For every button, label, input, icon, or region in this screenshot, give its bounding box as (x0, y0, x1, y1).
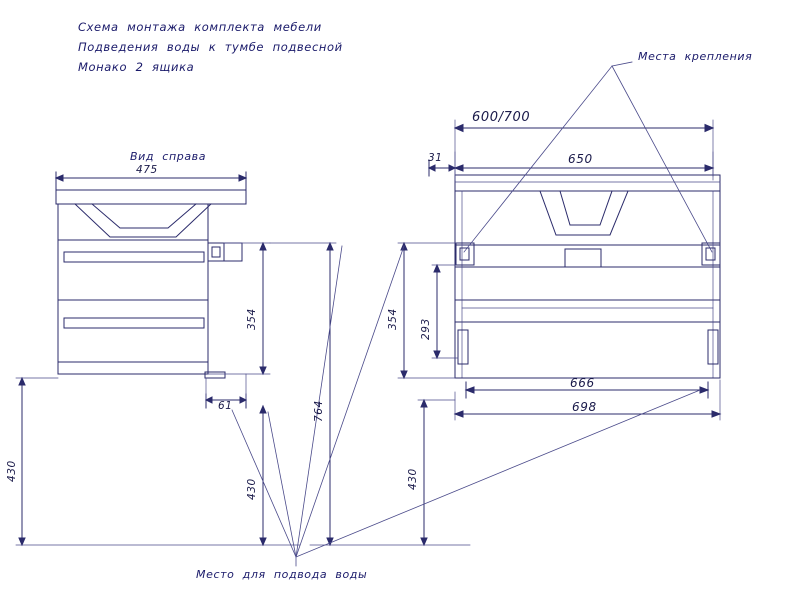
dim-left-430-inner: 430 (246, 478, 258, 500)
dim-right-698: 698 (572, 400, 597, 414)
dim-right-600-700: 600/700 (472, 110, 531, 125)
dim-right-31: 31 (428, 152, 443, 164)
dim-left-width-475: 475 (136, 164, 158, 176)
title-line-2: Подведения воды к тумбе подвесной (78, 40, 343, 54)
dim-right-666: 666 (570, 376, 595, 390)
title-line-3: Монако 2 ящика (78, 60, 195, 74)
label-right-view: Вид справа (130, 150, 207, 163)
dim-left-61: 61 (218, 400, 233, 412)
title-line-1: Схема монтажа комплекта мебели (78, 20, 322, 34)
dim-left-430-outer: 430 (6, 460, 18, 482)
label-mount-points: Места крепления (638, 50, 753, 63)
dim-right-430: 430 (407, 468, 419, 490)
dim-left-764: 764 (313, 400, 325, 422)
dim-right-354: 354 (387, 308, 399, 330)
dim-left-354: 354 (246, 308, 258, 330)
dim-right-650: 650 (568, 152, 593, 166)
label-water-supply: Место для подвода воды (196, 568, 368, 581)
dim-right-293: 293 (420, 318, 432, 340)
